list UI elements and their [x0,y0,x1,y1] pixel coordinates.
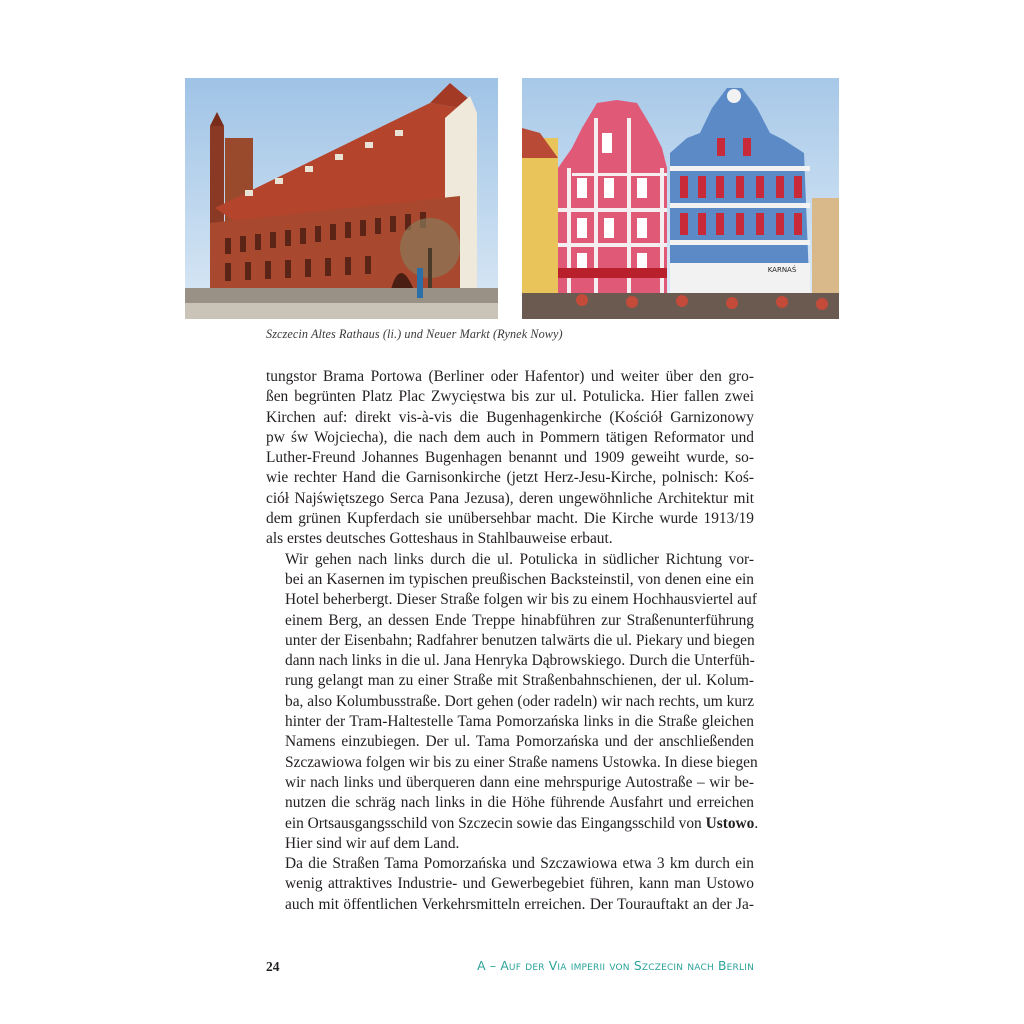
paragraph-2 [266,550,759,854]
text-line: wie rechter Hand die Garnisonkirche (jetzt Herz-Jesu-Kirche, polnisch: Koś- [266,469,754,487]
text-line: ba, also Kolumbusstraße. Dort gehen (oder radeln) wir nach rechts, um kurz [285,692,754,710]
new-market-image [522,78,839,319]
page-number: 24 [266,959,280,974]
text-line: Luther-Freund Johannes Bugenhagen benannt und 1909 geweiht wurde, so- [266,449,754,467]
text-line: Hotel beherbergt. Dieser Straße folgen wir bis zu einem Hochhausviertel auf [285,591,757,609]
text-line: auch mit öffentlichen Verkehrsmitteln erreichen. Der Tourauftakt an der Ja- [285,895,754,913]
text-line: Kirchen auf: direkt vis-à-vis die Bugenhagenkirche (Kościół Garnizonowy [266,408,754,426]
text-line: als erstes deutsches Gotteshaus in Stahlbauweise erbaut. [266,530,613,548]
shop-sign: KARNAŚ [767,266,797,274]
text-line: bei an Kasernen im typischen preußischen Backsteinstil, von denen eine ein [285,570,754,588]
text-line: rung gelangt man zu einer Straße mit Straßenbahnschienen, der ul. Kolum- [285,672,754,690]
text-line: wenig attraktives Industrie- und Gewerbegebiet führen, kann man Ustowo [285,875,754,893]
running-title: A – Auf der Via imperii von Szczecin nach Berlin [477,959,754,973]
text-fragment: ein Ortsausgangsschild von Szczecin sowie das Eingangsschild von [285,814,706,832]
text-line-with-place-name [266,814,759,834]
text-line: einem Berg, an dessen Ende Treppe hinabführen zur Straßenunterführung [285,611,754,629]
paragraph-3 [266,854,754,915]
place-name-ustowo: Ustowo [705,814,755,832]
text-line: dann nach links in die ul. Jana Henryka Dąbrowskiego. Durch die Unterfüh- [285,652,755,670]
paragraph-1 [266,367,754,550]
text-line: ßen begrünten Platz Plac Zwycięstwa bis zur ul. Potulicka. Hier fallen zwei [266,388,754,406]
text-line: unter der Eisenbahn; Radfahrer benutzen talwärts die ul. Piekary und biegen [285,631,755,649]
body-text [266,367,759,915]
text-line: tungstor Brama Portowa (Berliner oder Hafentor) und weiter über den gro- [266,368,754,385]
text-line: nutzen die schräg nach links in die Höhe führende Ausfahrt und erreichen [285,794,754,812]
text-line: Namens einzubiegen. Der ul. Tama Pomorzańska und der anschließenden [285,733,754,751]
text-fragment: . [754,814,759,832]
text-line: Szczawiowa folgen wir bis zu einer Straße namens Ustowka. In diese biegen [285,753,758,771]
photo-caption: Szczecin Altes Rathaus (li.) und Neuer Markt (Rynek Nowy) [266,327,563,341]
photo-new-market [522,78,839,319]
text-line: Hier sind wir auf dem Land. [285,834,460,852]
text-line: hinter der Tram-Haltestelle Tama Pomorzańska links in die Straße gleichen [285,713,754,731]
text-line: Wir gehen nach links durch die ul. Potulicka in südlicher Richtung vor- [285,550,754,568]
text-line: ciół Najświętszego Serca Pana Jezusa), deren ungewöhnliche Architektur mit [266,489,754,507]
text-line: pw św Wojciecha), die nach dem auch in Pommern tätigen Reformator und [266,428,754,446]
text-line: Da die Straßen Tama Pomorzańska und Szczawiowa etwa 3 km durch ein [285,855,754,873]
text-line: dem grünen Kupferdach sie unübersehbar macht. Die Kirche wurde 1913/19 [266,510,754,528]
old-town-hall-image [185,78,498,319]
photo-old-town-hall [185,78,498,319]
text-line: wir nach links und überqueren dann eine mehrspurige Autostraße – wir be- [285,773,754,791]
